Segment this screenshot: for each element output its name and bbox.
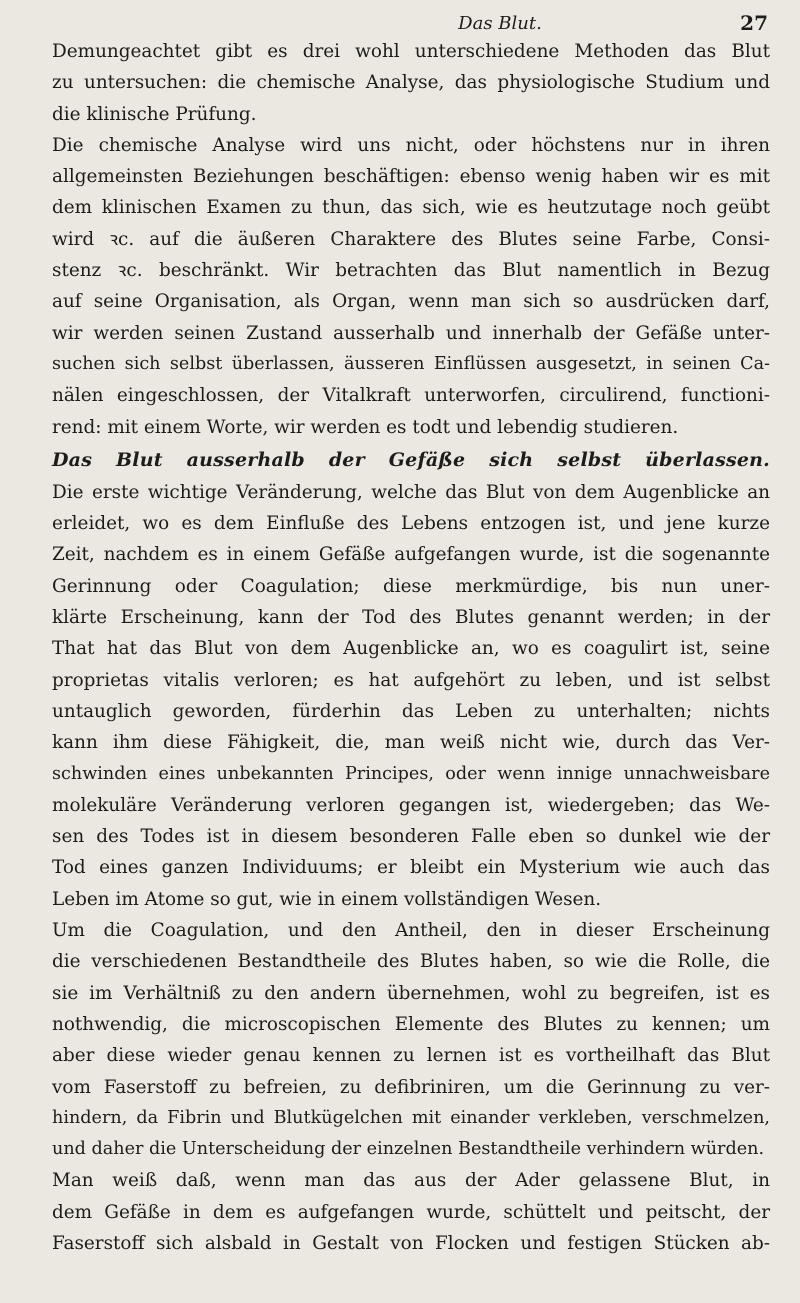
text-line: und daher die Unterscheidung der einzelnen Bestandtheile verhindern würden. (52, 1139, 765, 1160)
text-line: proprietas vitalis verloren; es hat aufgehört zu leben, und ist selbst (52, 669, 770, 691)
paragraph-analysis (52, 130, 770, 443)
text-line: Die chemische Analyse wird uns nicht, oder höchstens nur in ihren (52, 134, 770, 156)
text-line: nothwendig, die microscopischen Elemente des Blutes zu kennen; um (52, 1013, 770, 1035)
text-line: Zeit, nachdem es in einem Gefäße aufgefangen wurde, ist die sogenannte (52, 544, 770, 566)
text-line: Tod eines ganzen Individuums; er bleibt ein Mysterium wie auch das (52, 857, 770, 879)
paragraph-intro (52, 36, 770, 130)
section-heading: Das Blut ausserhalb der Gefäße sich selbst überlassen. (52, 448, 770, 471)
text-line: hindern, da Fibrin und Blutkügelchen mit einander verkleben, verschmelzen, (52, 1107, 770, 1128)
text-line: Um die Coagulation, und den Antheil, den in dieser Erscheinung (52, 920, 770, 942)
text-line: Demungeachtet gibt es drei wohl unterschiedene Methoden das Blut (52, 41, 770, 62)
text-line: wird ꝛc. auf die äußeren Charaktere des Blutes seine Farbe, Consi- (52, 228, 770, 250)
text-line: aber diese wieder genau kennen zu lernen ist es vortheilhaft das Blut (52, 1045, 770, 1067)
text-line: schwinden eines unbekannten Principes, oder wenn innige unnachweisbare (52, 763, 770, 784)
text-line: sen des Todes ist in diesem besonderen Falle eben so dunkel wie der (52, 826, 770, 848)
text-line: molekuläre Veränderung verloren gegangen ist, wiedergeben; das We- (52, 794, 770, 816)
text-line: dem klinischen Examen zu thun, das sich, wie es heutzutage noch geübt (52, 197, 770, 219)
text-line: suchen sich selbst überlassen, äusseren Einflüssen ausgesetzt, in seinen Ca- (52, 353, 770, 374)
text-line: die klinische Prüfung. (52, 103, 257, 125)
text-line: dem Gefäße in dem es aufgefangen wurde, schüttelt und peitscht, der (52, 1201, 770, 1223)
text-line: That hat das Blut von dem Augenblicke an, wo es coagulirt ist, seine (52, 638, 770, 660)
text-line: kann ihm diese Fähigkeit, die, man weiß nicht wie, durch das Ver- (52, 732, 770, 754)
text-line: allgemeinsten Beziehungen beschäftigen: ebenso wenig haben wir es mit (52, 166, 770, 188)
page-header (0, 0, 800, 40)
text-line: wir werden seinen Zustand ausserhalb und innerhalb der Gefäße unter- (52, 322, 770, 344)
page-body (52, 36, 770, 1259)
page-number: 27 (740, 11, 768, 35)
text-line: Die erste wichtige Veränderung, welche das Blut von dem Augenblicke an (52, 481, 770, 503)
text-line: untauglich geworden, fürderhin das Leben zu unterhalten; nichts (52, 700, 770, 722)
paragraph-elements (52, 915, 770, 1165)
paragraph-fibrin (52, 1165, 770, 1259)
text-line: zu untersuchen: die chemische Analyse, das physiologische Studium und (52, 72, 770, 94)
text-line: rend: mit einem Worte, wir werden es todt und lebendig studieren. (52, 416, 679, 438)
text-line: Faserstoff sich alsbald in Gestalt von Flocken und festigen Stücken ab- (52, 1232, 770, 1254)
text-line: vom Faserstoff zu befreien, zu defibriniren, um die Gerinnung zu ver- (52, 1076, 770, 1098)
text-line: Man weiß daß, wenn man das aus der Ader gelassene Blut, in (52, 1170, 770, 1192)
running-head: Das Blut. (458, 13, 542, 34)
text-line: erleidet, wo es dem Einfluße des Lebens entzogen ist, und jene kurze (52, 513, 770, 535)
text-line: sie im Verhältniß zu den andern übernehmen, wohl zu begreifen, ist es (52, 982, 770, 1004)
text-line: Gerinnung oder Coagulation; diese merkmürdige, bis nun uner- (52, 575, 770, 597)
paragraph-coagulation (52, 477, 770, 915)
text-line: stenz ꝛc. beschränkt. Wir betrachten das Blut namentlich in Bezug (52, 260, 770, 282)
text-line: die verschiedenen Bestandtheile des Blutes haben, so wie die Rolle, die (52, 951, 770, 973)
text-line: klärte Erscheinung, kann der Tod des Blutes genannt werden; in der (52, 607, 770, 629)
text-line: auf seine Organisation, als Organ, wenn man sich so ausdrücken darf, (52, 291, 770, 313)
text-line: nälen eingeschlossen, der Vitalkraft unterworfen, circulirend, functioni- (52, 385, 770, 407)
text-line: Leben im Atome so gut, wie in einem vollständigen Wesen. (52, 888, 602, 910)
